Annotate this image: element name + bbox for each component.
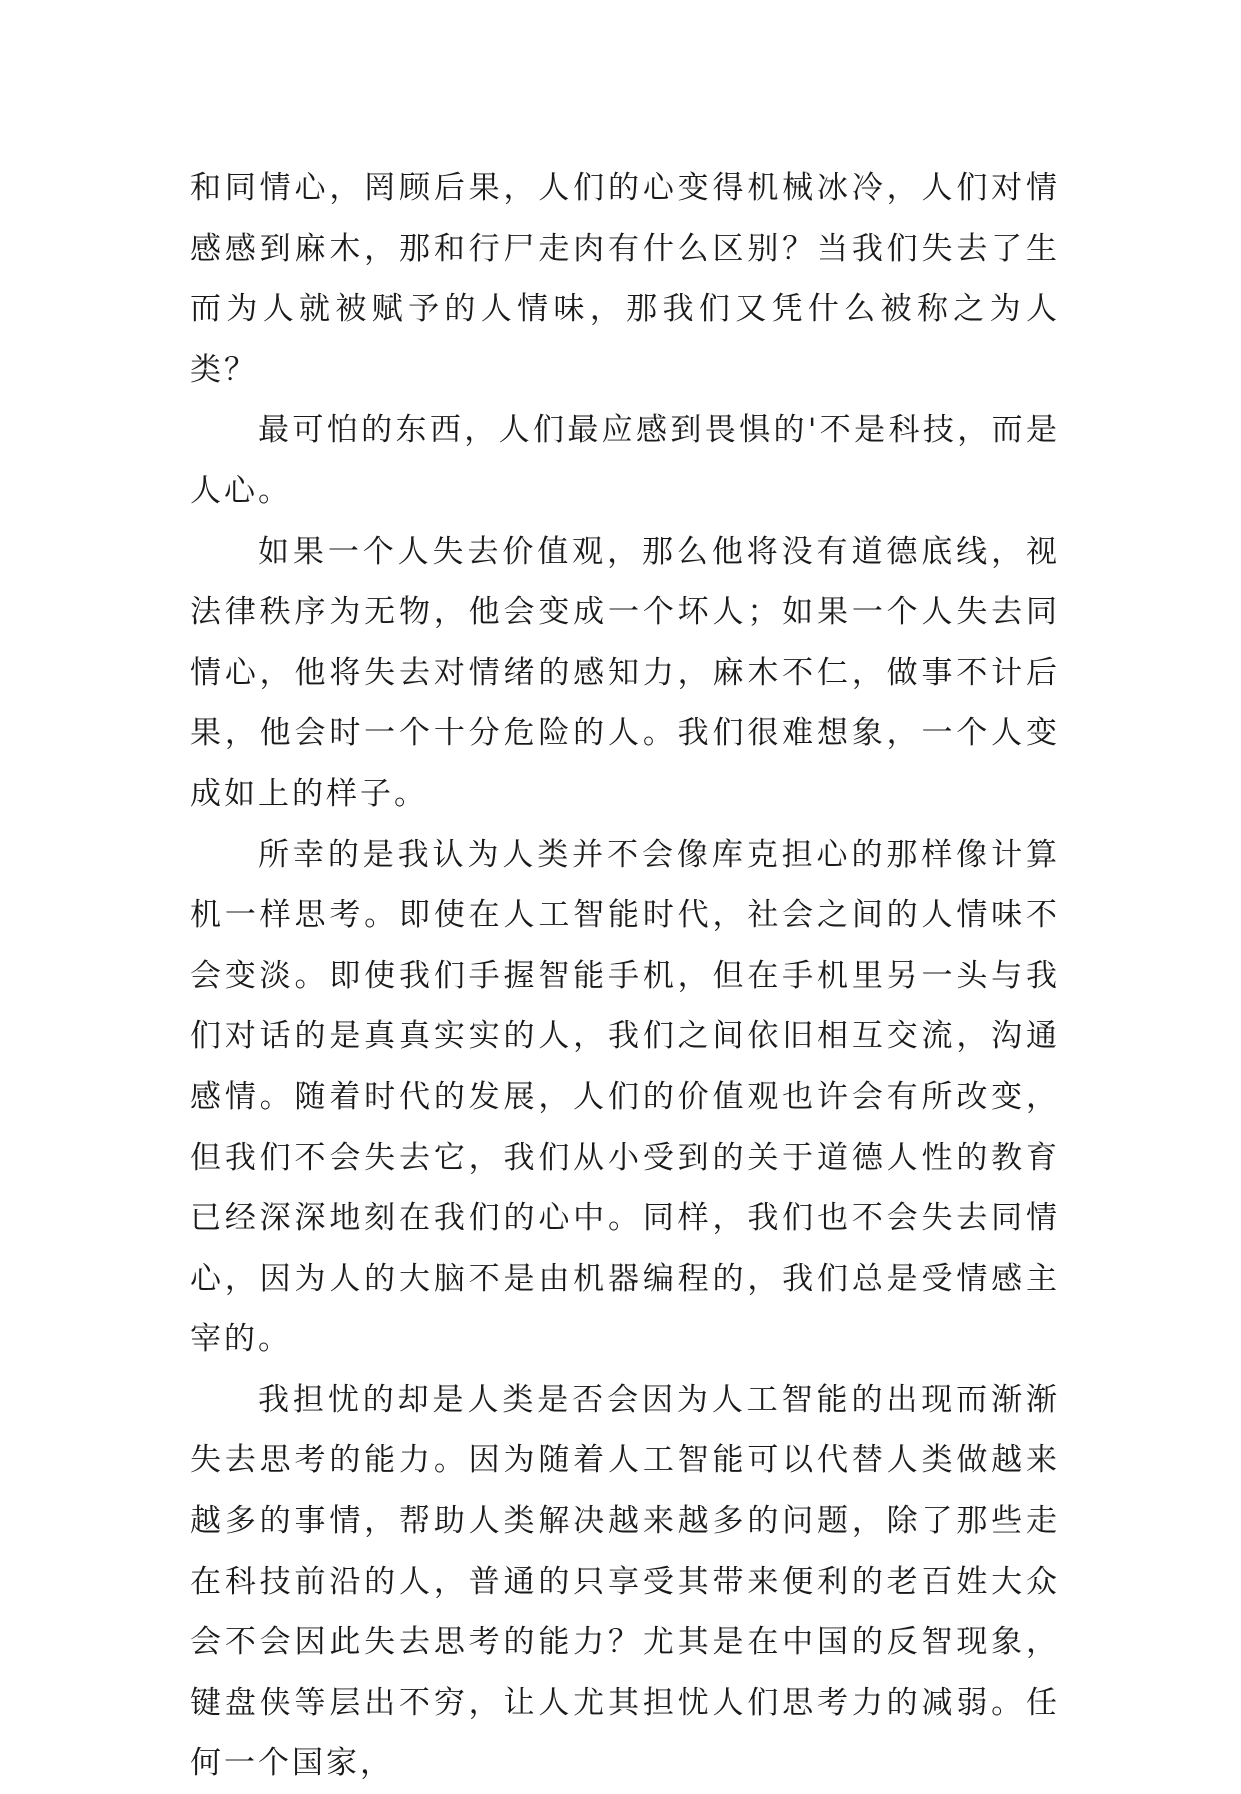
paragraph-3: 如果一个人失去价值观，那么他将没有道德底线，视法律秩序为无物，他会变成一个坏人；如果一个人失去同情心，他将失去对情绪的感知力，麻木不仁，做事不计后果，他会时一个十分危险的人。我们很难想象，一个人变成如上的样子。: [190, 533, 1060, 812]
paragraph-1: 和同情心，罔顾后果，人们的心变得机械冰冷，人们对情感感到麻木，那和行尸走肉有什么区别？当我们失去了生而为人就被赋予的人情味，那我们又凭什么被称之为人类？: [190, 170, 1060, 388]
paragraph-2: 最可怕的东西，人们最应感到畏惧的'不是科技，而是人心。: [190, 412, 1060, 509]
paragraph-4: 所幸的是我认为人类并不会像库克担心的那样像计算机一样思考。即使在人工智能时代，社会之间的人情味不会变淡。即使我们手握智能手机，但在手机里另一头与我们对话的是真真实实的人，我们之间依旧相互交流，沟通感情。随着时代的发展，人们的价值观也许会有所改变，但我们不会失去它，我们从小受到的关于道德人性的教育已经深深地刻在我们的心中。同样，我们也不会失去同情心，因为人的大脑不是由机器编程的，我们总是受情感主宰的。: [190, 836, 1060, 1358]
paragraph-5: 我担忧的却是人类是否会因为人工智能的出现而渐渐失去思考的能力。因为随着人工智能可以代替人类做越来越多的事情，帮助人类解决越来越多的问题，除了那些走在科技前沿的人，普通的只享受其带来便利的老百姓大众会不会因此失去思考的能力？尤其是在中国的反智现象，键盘侠等层出不穷，让人尤其担忧人们思考力的减弱。任何一个国家，: [190, 1381, 1060, 1782]
document-body: [190, 158, 1060, 1794]
